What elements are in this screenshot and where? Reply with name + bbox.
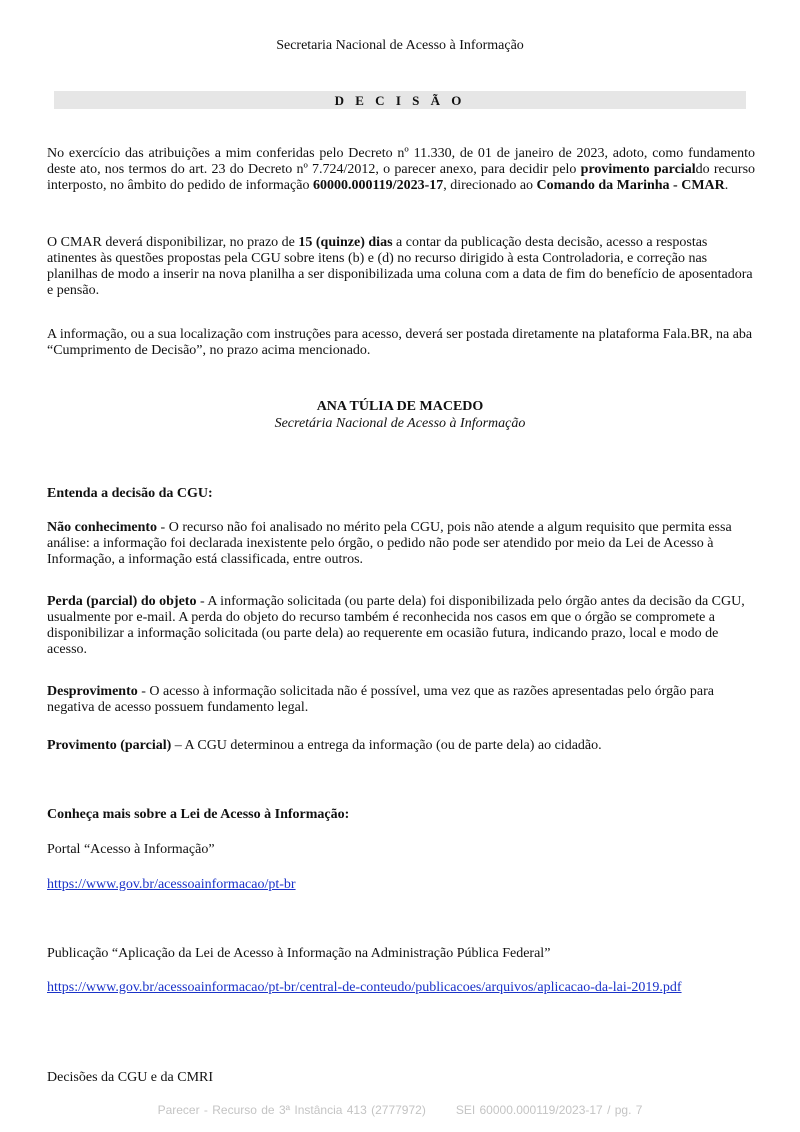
page-footer xyxy=(0,1103,800,1117)
signature-block xyxy=(0,398,800,432)
p1-end: . xyxy=(724,178,729,193)
footer-sei-page: SEI 60000.000119/2023-17 / pg. 7 xyxy=(455,1103,643,1117)
portal-label-text: Portal “Acesso à Informação” xyxy=(47,842,215,857)
p2-rest: a contar da publicação desta decisão, acesso a respostas atinentes às questões propostas pela CGU sobre itens (b) e (d) no recurso dirigido à esta Controladoria, e correção nas planilhas de modo a inserir na nova planilha a ser disponibilizada uma coluna com a data de fim do benefício de aposentadora e pensão. xyxy=(47,235,753,298)
p1-bold-pedido: 60000.000119/2023-17 xyxy=(312,178,444,193)
page-header: Secretaria Nacional de Acesso à Informação xyxy=(276,38,524,53)
p1-bold-provimento: provimento parcial xyxy=(580,162,696,177)
footer-document-ref: Parecer - Recurso de 3ª Instância 413 (2777972) xyxy=(157,1103,426,1117)
decision-paragraph-1 xyxy=(47,146,755,194)
term-label: Desprovimento xyxy=(47,684,138,699)
p1-lead: No exercício das atribuições a mim conferidas pelo Decreto nº 11.330, de 01 de janeiro de 2023, adoto, como fundamento deste ato, nos termos do art. 23 do Decreto nº 7.724/2012, o parecer anexo, para decidir pelo xyxy=(47,146,755,177)
understand-item-nao-conhecimento xyxy=(47,520,755,568)
understand-item-desprovimento xyxy=(47,684,755,716)
decision-paragraph-3 xyxy=(47,327,755,359)
p3-text: A informação, ou a sua localização com instruções para acesso, deverá ser postada diretamente na plataforma Fala.BR, na aba “Cumprimento de Decisão”, no prazo acima mencionado. xyxy=(47,327,753,358)
publication-label xyxy=(47,946,755,962)
understand-item-provimento xyxy=(47,738,755,754)
term-text: - A informação solicitada (ou parte dela) foi disponibilizada pelo órgão antes da decisão da CGU, usualmente por e-mail. A perda do objeto do recurso também é reconhecida nos casos em que o órgão se compromete a disponibilizar a informação solicitada (ou parte dela) ao requerente em ocasião futura, indicando prazo, local e modo de acesso. xyxy=(47,594,745,657)
decision-paragraph-2 xyxy=(47,235,755,299)
portal-label xyxy=(47,842,755,858)
term-label: Provimento (parcial) xyxy=(47,738,172,753)
p2-lead: O CMAR deverá disponibilizar, no prazo de xyxy=(47,235,299,250)
term-text: – A CGU determinou a entrega da informação (ou de parte dela) ao cidadão. xyxy=(171,738,602,753)
understand-heading xyxy=(47,486,755,502)
understand-item-perda-objeto xyxy=(47,594,755,658)
p2-bold-prazo: 15 (quinze) dias xyxy=(298,235,393,250)
understand-heading-text: Entenda a decisão da CGU: xyxy=(47,486,213,501)
learn-more-heading xyxy=(47,807,755,823)
signatory-name: ANA TÚLIA DE MACEDO xyxy=(316,399,484,414)
portal-link-row xyxy=(47,877,755,893)
publication-label-text: Publicação “Aplicação da Lei de Acesso à Informação na Administração Pública Federal” xyxy=(47,946,551,961)
p1-mid: do recurso interposto, no âmbito do pedido de informação xyxy=(47,162,756,193)
publication-link-row xyxy=(47,980,755,996)
decisions-label-text: Decisões da CGU e da CMRI xyxy=(47,1070,214,1085)
p1-bold-orgao: Comando da Marinha - CMAR xyxy=(536,178,725,193)
learn-more-heading-text: Conheça mais sobre a Lei de Acesso à Informação: xyxy=(47,807,350,822)
portal-link[interactable]: https://www.gov.br/acessoainformacao/pt-br xyxy=(47,877,296,892)
term-label: Perda (parcial) do objeto xyxy=(47,594,197,609)
publication-link[interactable]: https://www.gov.br/acessoainformacao/pt-br/central-de-conteudo/publicacoes/arquivos/aplicacao-da-lai-2019.pdf xyxy=(47,980,682,995)
term-label: Não conhecimento xyxy=(47,520,158,535)
term-text: - O recurso não foi analisado no mérito pela CGU, pois não atende a algum requisito que permita essa análise: a informação foi declarada inexistente pelo órgão, o pedido não pode ser atendido por meio da Lei de Acesso à Informação, a informação está classificada, entre outros. xyxy=(47,520,732,567)
decisions-label xyxy=(47,1070,755,1086)
term-text: - O acesso à informação solicitada não é possível, uma vez que as razões apresentadas pelo órgão para negativa de acesso possuem fundamento legal. xyxy=(47,684,714,715)
decision-heading: D E C I S Ã O xyxy=(54,91,746,109)
signatory-role: Secretária Nacional de Acesso à Informação xyxy=(274,416,526,431)
p1-mid2: , direcionado ao xyxy=(443,178,537,193)
